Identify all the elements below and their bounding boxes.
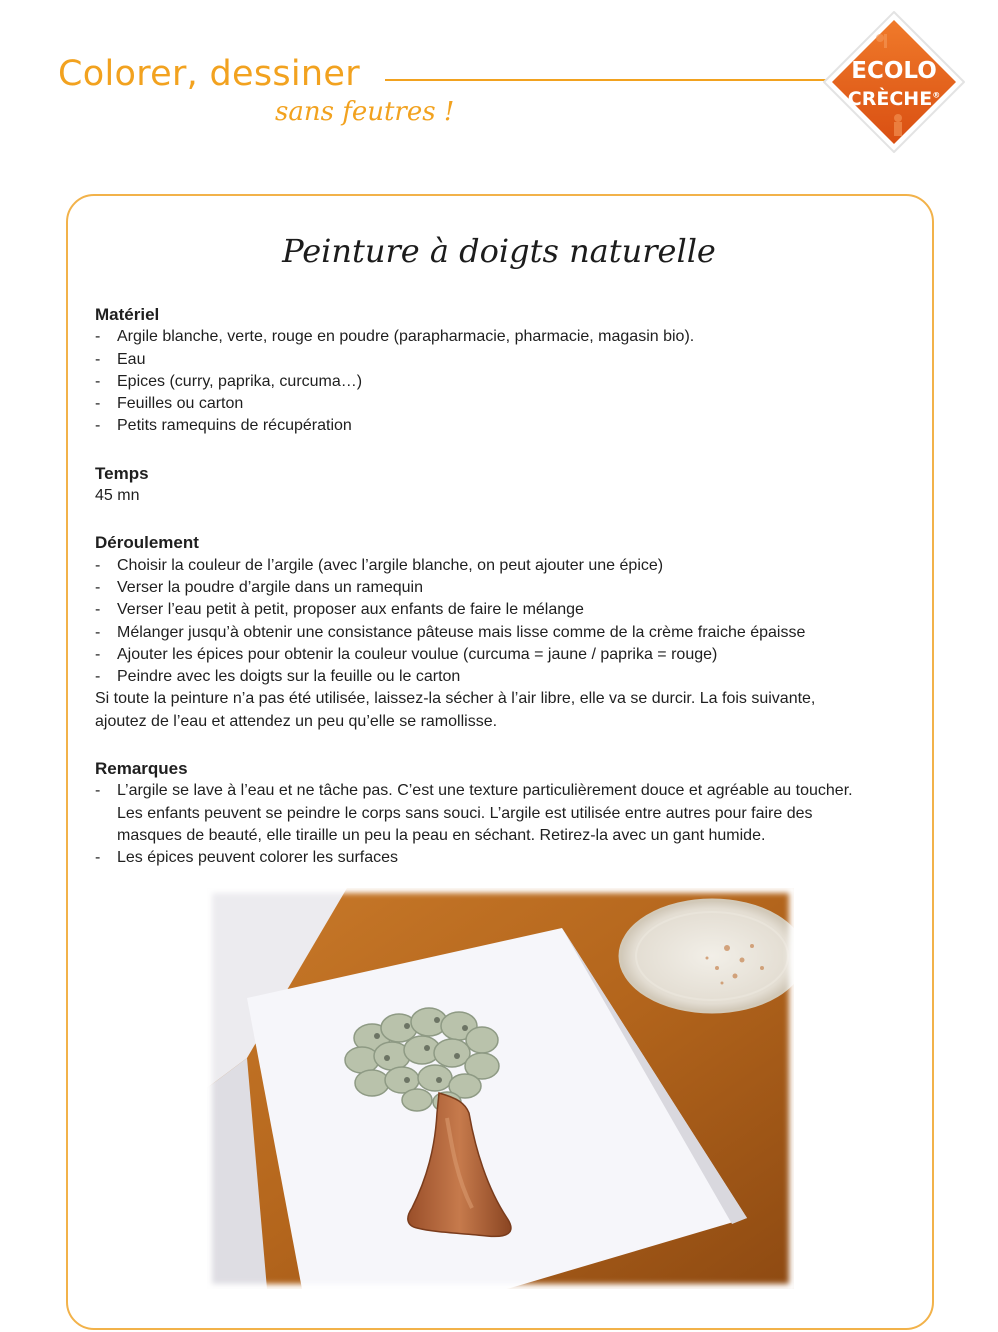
logo-text-creche: CRÈCHE® <box>847 88 941 110</box>
page-subtitle: sans feutres ! <box>275 97 455 127</box>
deroulement-note-line-1: Si toute la peinture n’a pas été utilisée, laissez-la sécher à l’air libre, elle va se durcir. La fois suivante, <box>95 690 816 708</box>
logo-text-ecolo: ECOLO <box>851 58 937 84</box>
finger-painting-photo <box>207 888 794 1289</box>
list-item: - L’argile se lave à l’eau et ne tâche pas. C’est une texture particulièrement douce et agréable au toucher. Les enfants peuvent se peindre le corps sans souci. L’argile est utilisée entre autres pour faire des masques de beauté, elle tiraille un peu la peau en séchant. Retirez-la avec un gant humide. <box>95 782 853 844</box>
document-title: Peinture à doigts naturelle <box>282 232 716 270</box>
section-heading-deroulement: Déroulement <box>95 533 199 553</box>
list-item: - Verser la poudre d’argile dans un ramequin <box>95 578 423 596</box>
list-item: - Mélanger jusqu’à obtenir une consistance pâteuse mais lisse comme de la crème fraiche épaisse <box>95 623 806 641</box>
list-item: - Eau <box>95 350 146 368</box>
materiel-list <box>95 326 895 437</box>
document-body <box>95 304 895 870</box>
page-title: Colorer, dessiner <box>58 54 360 94</box>
tree-painting-illustration <box>207 888 794 1289</box>
deroulement-list <box>95 555 895 689</box>
deroulement-note-line-2: ajoutez de l’eau et attendez un peu qu’elle se ramollisse. <box>95 712 498 730</box>
list-item: - Peindre avec les doigts sur la feuille ou le carton <box>95 668 461 686</box>
list-item: - Choisir la couleur de l’argile (avec l’argile blanche, on peut ajouter une épice) <box>95 556 664 574</box>
section-heading-materiel: Matériel <box>95 305 160 324</box>
header-rule <box>385 79 835 81</box>
section-heading-remarques: Remarques <box>95 759 188 779</box>
list-item: - Epices (curry, paprika, curcuma…) <box>95 372 363 390</box>
list-item: - Argile blanche, verte, rouge en poudre (parapharmacie, pharmacie, magasin bio). <box>95 328 695 346</box>
list-item: - Verser l’eau petit à petit, proposer aux enfants de faire le mélange <box>95 601 584 619</box>
list-item: - Feuilles ou carton <box>95 395 244 413</box>
list-item: - Les épices peuvent colorer les surfaces <box>95 849 399 867</box>
ecolo-creche-logo <box>820 8 968 156</box>
remarques-list <box>95 780 895 869</box>
list-item: - Petits ramequins de récupération <box>95 417 352 435</box>
section-heading-temps: Temps <box>95 463 149 483</box>
temps-value: 45 mn <box>95 487 140 505</box>
list-item: - Ajouter les épices pour obtenir la couleur voulue (curcuma = jaune / paprika = rouge) <box>95 645 718 663</box>
